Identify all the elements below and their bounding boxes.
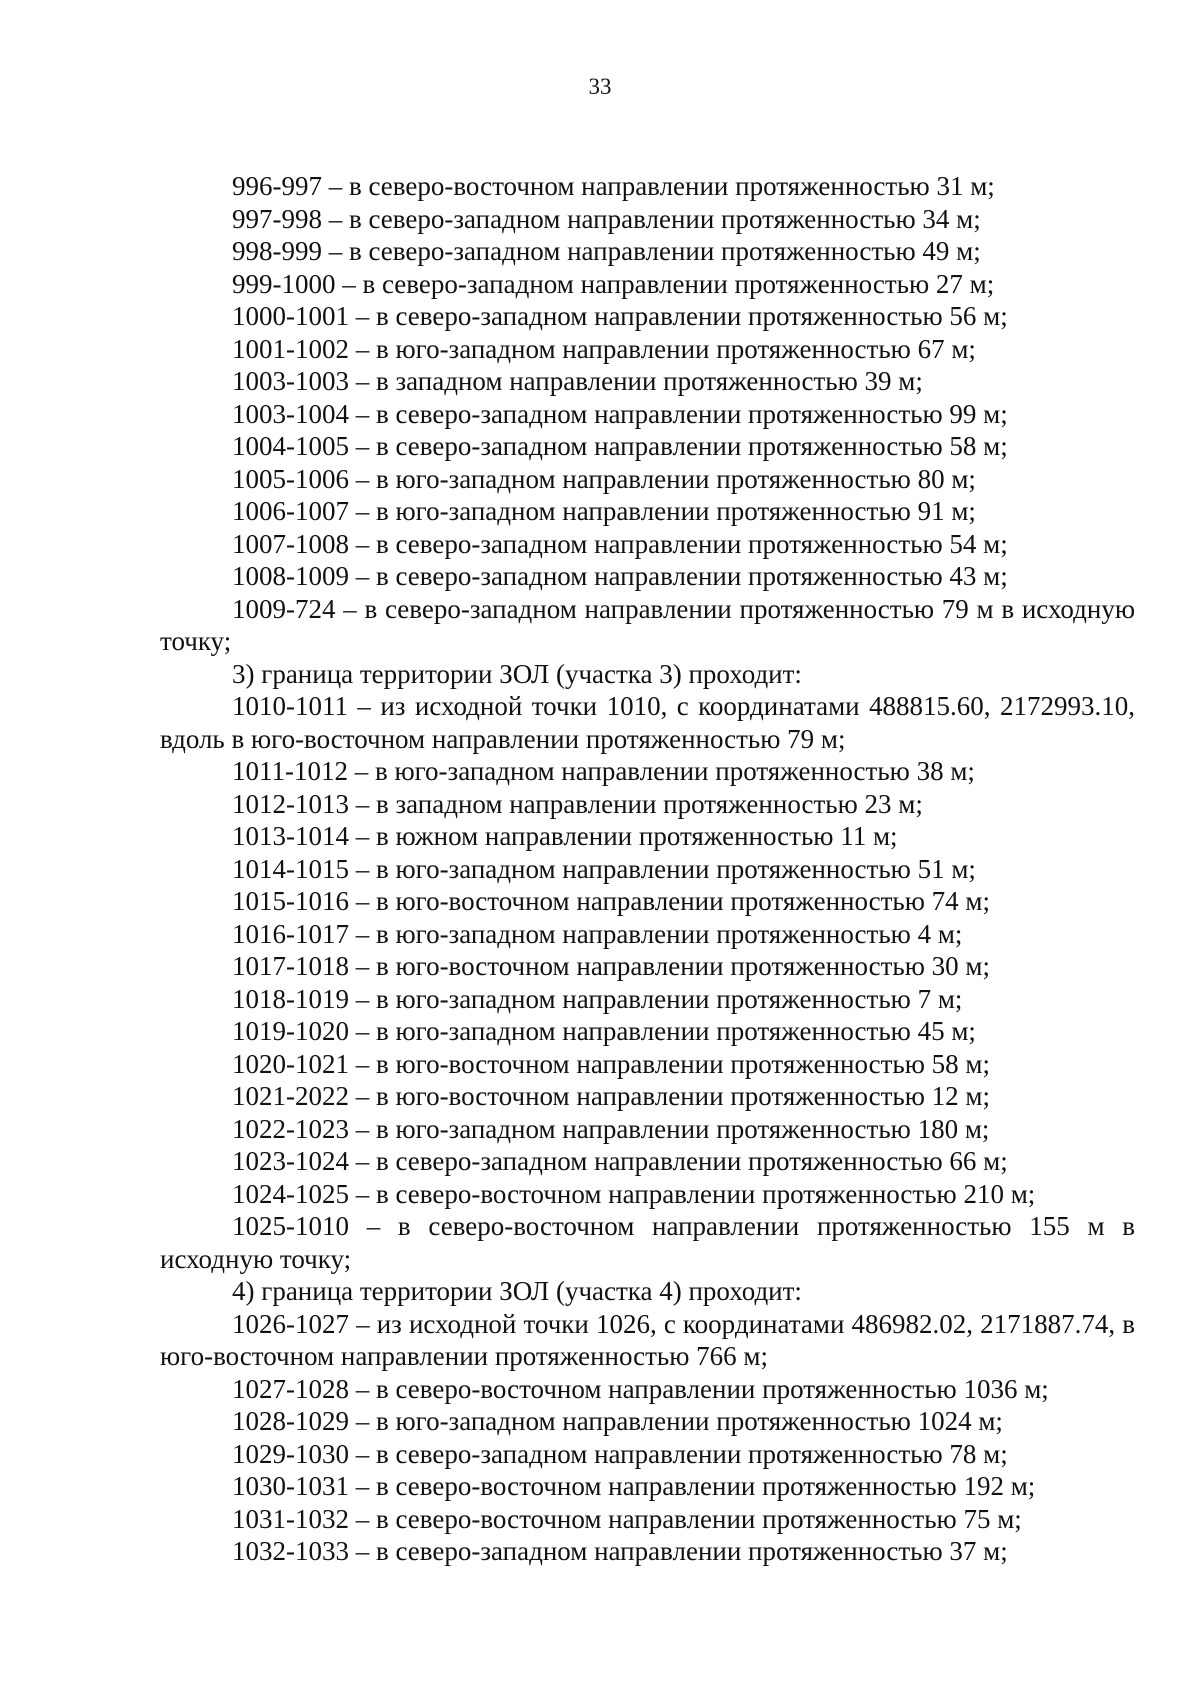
boundary-segment: 1018-1019 – в юго-западном направлении протяженностью 7 м; <box>232 983 963 1014</box>
boundary-segment-closing: 1025-1010 – в северо-восточном направлении протяженностью 155 м в исходную точку; <box>160 1211 1135 1274</box>
boundary-segment: 1006-1007 – в юго-западном направлении протяженностью 91 м; <box>232 496 976 526</box>
boundary-start-plot-3: 1010-1011 – из исходной точки 1010, с координатами 488815.60, 2172993.10, вдоль в юго-восточном направлении протяженностью 79 м; <box>160 691 1135 754</box>
boundary-segment: 1019-1020 – в юго-западном направлении протяженностью 45 м; <box>232 1016 976 1046</box>
boundary-segment: 1012-1013 – в западном направлении протяженностью 23 м; <box>232 788 923 819</box>
boundary-start-plot-4: 1026-1027 – из исходной точки 1026, с координатами 486982.02, 2171887.74, в юго-восточном направлении протяженностью 766 м; <box>160 1308 1135 1371</box>
boundary-segment: 1027-1028 – в северо-восточном направлении протяженностью 1036 м; <box>232 1373 1049 1404</box>
boundary-segment: 1005-1006 – в юго-западном направлении протяженностью 80 м; <box>232 463 976 494</box>
boundary-segment: 1016-1017 – в юго-западном направлении протяженностью 4 м; <box>232 918 963 949</box>
boundary-segment: 1031-1032 – в северо-восточном направлении протяженностью 75 м; <box>232 1503 1022 1534</box>
boundary-segment: 1023-1024 – в северо-западном направлении протяженностью 66 м; <box>232 1146 1008 1176</box>
boundary-segment: 1001-1002 – в юго-западном направлении протяженностью 67 м; <box>232 333 976 364</box>
boundary-segment: 1021-2022 – в юго-восточном направлении протяженностью 12 м; <box>232 1081 990 1111</box>
boundary-segment-closing: 1009-724 – в северо-западном направлении протяженностью 79 м в исходную точку; <box>160 593 1135 656</box>
boundary-segment: 1020-1021 – в юго-восточном направлении протяженностью 58 м; <box>232 1048 990 1079</box>
boundary-segment: 999-1000 – в северо-западном направлении протяженностью 27 м; <box>232 268 995 299</box>
document-body <box>160 170 1135 1568</box>
boundary-segment: 1032-1033 – в северо-западном направлении протяженностью 37 м; <box>232 1536 1008 1566</box>
boundary-segment: 998-999 – в северо-западном направлении протяженностью 49 м; <box>232 236 981 266</box>
boundary-segment: 1028-1029 – в юго-западном направлении протяженностью 1024 м; <box>232 1406 1003 1436</box>
boundary-segment: 1013-1014 – в южном направлении протяженностью 11 м; <box>232 821 898 851</box>
boundary-segment: 1011-1012 – в юго-западном направлении протяженностью 38 м; <box>232 756 975 786</box>
section-heading-plot-4: 4) граница территории ЗОЛ (участка 4) проходит: <box>232 1276 802 1306</box>
boundary-segment: 1024-1025 – в северо-восточном направлении протяженностью 210 м; <box>232 1178 1036 1209</box>
boundary-segment: 1008-1009 – в северо-западном направлении протяженностью 43 м; <box>232 561 1008 591</box>
boundary-segment: 1014-1015 – в юго-западном направлении протяженностью 51 м; <box>232 853 976 884</box>
boundary-segment: 997-998 – в северо-западном направлении протяженностью 34 м; <box>232 203 981 234</box>
boundary-segment: 1017-1018 – в юго-восточном направлении протяженностью 30 м; <box>232 951 990 981</box>
boundary-segment: 1030-1031 – в северо-восточном направлении протяженностью 192 м; <box>232 1471 1036 1501</box>
page-number: 33 <box>588 74 612 99</box>
boundary-segment: 1022-1023 – в юго-западном направлении протяженностью 180 м; <box>232 1113 990 1144</box>
boundary-segment: 1003-1003 – в западном направлении протяженностью 39 м; <box>232 366 923 396</box>
boundary-segment: 1015-1016 – в юго-восточном направлении протяженностью 74 м; <box>232 886 990 916</box>
boundary-segment: 996-997 – в северо-восточном направлении протяженностью 31 м; <box>232 171 995 201</box>
boundary-segment: 1000-1001 – в северо-западном направлении протяженностью 56 м; <box>232 301 1008 331</box>
boundary-segment: 1004-1005 – в северо-западном направлении протяженностью 58 м; <box>232 431 1008 461</box>
boundary-segment: 1029-1030 – в северо-западном направлении протяженностью 78 м; <box>232 1438 1008 1469</box>
boundary-segment: 1007-1008 – в северо-западном направлении протяженностью 54 м; <box>232 528 1008 559</box>
boundary-segment: 1003-1004 – в северо-западном направлении протяженностью 99 м; <box>232 398 1008 429</box>
section-heading-plot-3: 3) граница территории ЗОЛ (участка 3) проходит: <box>232 658 802 689</box>
